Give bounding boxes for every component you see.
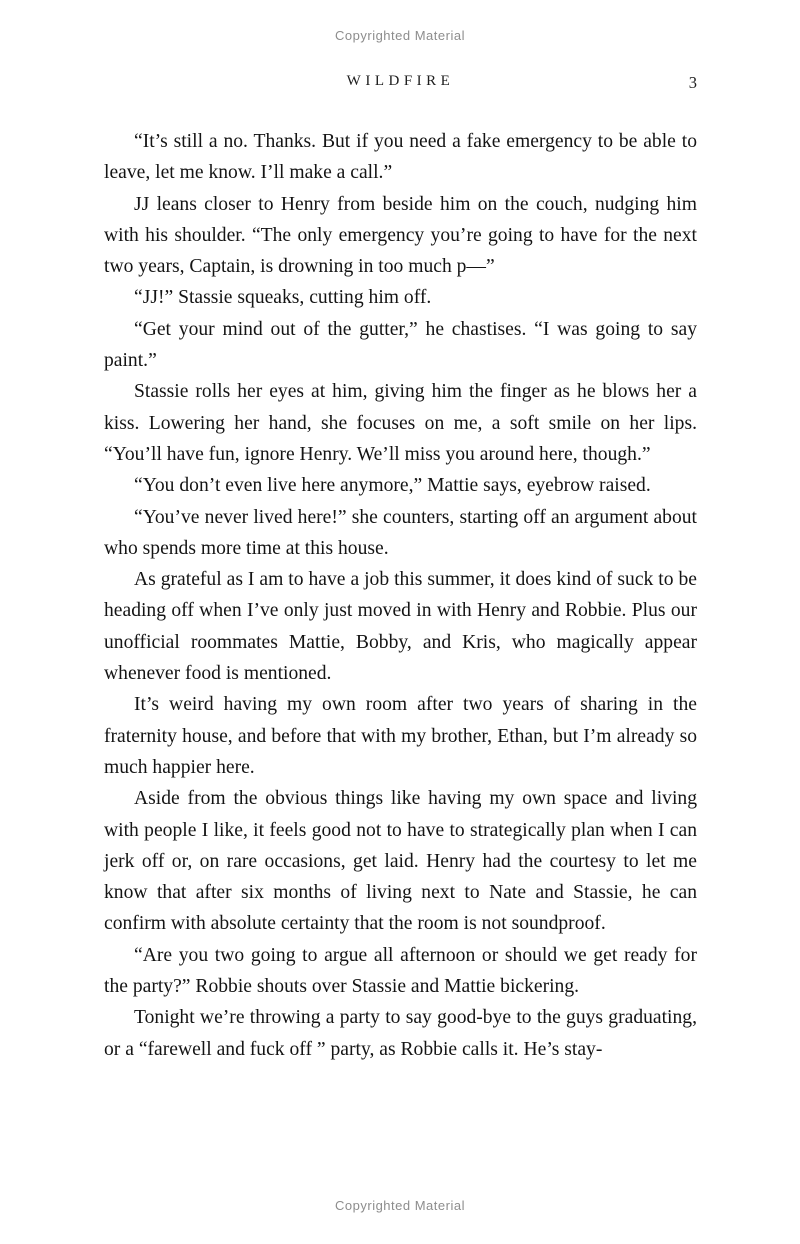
paragraph: Aside from the obvious things like having my own space and living with people I like, it feels good not to have to strategically plan when I can jerk off or, on rare occasions, get laid. Henry had the courtesy to let me know that after six months of living next to Nate and Stassie, he can confirm with absolute certainty that the room is not soundproof. (104, 788, 697, 935)
body-text (104, 126, 697, 1065)
paragraph: “You don’t even live here anymore,” Mattie says, eyebrow raised. (134, 475, 651, 497)
paragraph: Tonight we’re throwing a party to say good-bye to the guys graduating, or a “farewell and fuck off ” party, as Robbie calls it. He’s stay- (104, 1007, 697, 1060)
paragraph: “Get your mind out of the gutter,” he chastises. “I was going to say paint.” (104, 318, 697, 372)
paragraph: JJ leans closer to Henry from beside him on the couch, nudging him with his shoulder. “The only emergency you’re going to have for the next two years, Captain, is drowning in too much p—” (104, 193, 697, 278)
copyright-notice-top: Copyrighted Material (335, 28, 465, 43)
paragraph: “You’ve never lived here!” she counters, starting off an argument about who spends more time at this house. (104, 506, 697, 559)
paragraph: Stassie rolls her eyes at him, giving him the finger as he blows her a kiss. Lowering her hand, she focuses on me, a soft smile on her lips. “You’ll have fun, ignore Henry. We’ll miss you around here, though.” (104, 381, 697, 465)
running-header (104, 73, 697, 95)
paragraph: It’s weird having my own room after two years of sharing in the fraternity house, and before that with my brother, Ethan, but I’m already so much happier here. (104, 694, 697, 778)
paragraph: “Are you two going to argue all afternoon or should we get ready for the party?” Robbie shouts over Stassie and Mattie bickering. (104, 944, 697, 998)
copyright-notice-bottom: Copyrighted Material (335, 1198, 465, 1213)
book-title: WILDFIRE (346, 73, 455, 89)
page-number: 3 (688, 73, 697, 92)
paragraph: As grateful as I am to have a job this summer, it does kind of suck to be heading off when I’ve only just moved in with Henry and Robbie. Plus our unofficial roommates Mattie, Bobby, and Kris, who magically appear whenever food is mentioned. (104, 569, 697, 685)
paragraph: “JJ!” Stassie squeaks, cutting him off. (134, 287, 432, 309)
page-content (104, 73, 697, 1065)
paragraph: “It’s still a no. Thanks. But if you need a fake emergency to be able to leave, let me know. I’ll make a call.” (104, 131, 697, 184)
